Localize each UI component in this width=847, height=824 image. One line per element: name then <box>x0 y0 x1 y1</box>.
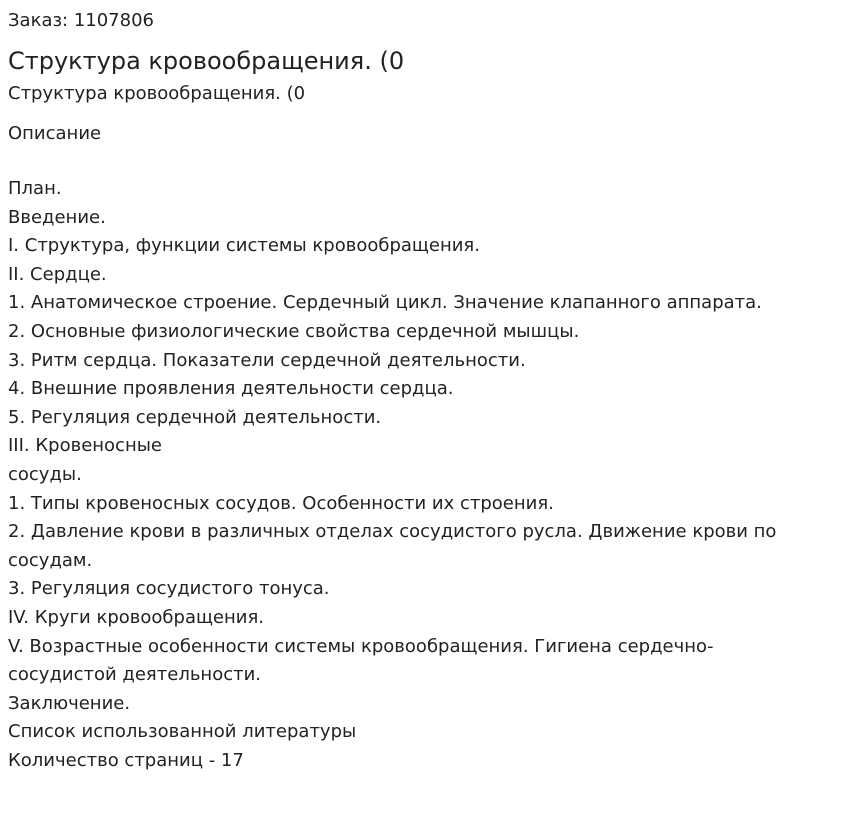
description-line: План. <box>8 178 62 199</box>
description-line: 3. Регуляция сосудистого тонуса. <box>8 578 330 600</box>
page-title: Структура кровообращения. (0 <box>8 47 405 75</box>
description-line: сосудистой деятельности. <box>8 664 262 686</box>
description-line: 5. Регуляция сердечной деятельности. <box>8 406 382 428</box>
description-line: 2. Основные физиологические свойства сердечной мышцы. <box>8 320 580 342</box>
description-line: Введение. <box>8 206 106 228</box>
description-line: Количество страниц - 17 <box>8 749 244 771</box>
description-line: 2. Давление крови в различных отделах сосудистого русла. Движение крови по <box>8 521 777 543</box>
description-line: III. Кровеносные <box>8 435 163 457</box>
description-line: 4. Внешние проявления деятельности сердца. <box>8 378 454 400</box>
description-line: IV. Круги кровообращения. <box>8 606 265 628</box>
description-line: I. Структура, функции системы кровообращения. <box>8 235 480 257</box>
description-heading: Описание <box>8 123 102 144</box>
description-line: сосудам. <box>8 549 93 571</box>
description-line: V. Возрастные особенности системы кровообращения. Гигиена сердечно- <box>8 635 714 657</box>
order-number: Заказ: 1107806 <box>8 10 154 31</box>
description-body <box>8 175 839 775</box>
description-line: Заключение. <box>8 692 131 714</box>
description-line: Список использованной литературы <box>8 721 357 743</box>
description-line: 3. Ритм сердца. Показатели сердечной деятельности. <box>8 349 526 371</box>
description-line: II. Сердце. <box>8 263 107 285</box>
page-subtitle: Структура кровообращения. (0 <box>8 83 306 104</box>
description-line: 1. Анатомическое строение. Сердечный цикл. Значение клапанного аппарата. <box>8 292 762 314</box>
description-line: сосуды. <box>8 463 82 485</box>
description-line: 1. Типы кровеносных сосудов. Особенности их строения. <box>8 492 554 514</box>
